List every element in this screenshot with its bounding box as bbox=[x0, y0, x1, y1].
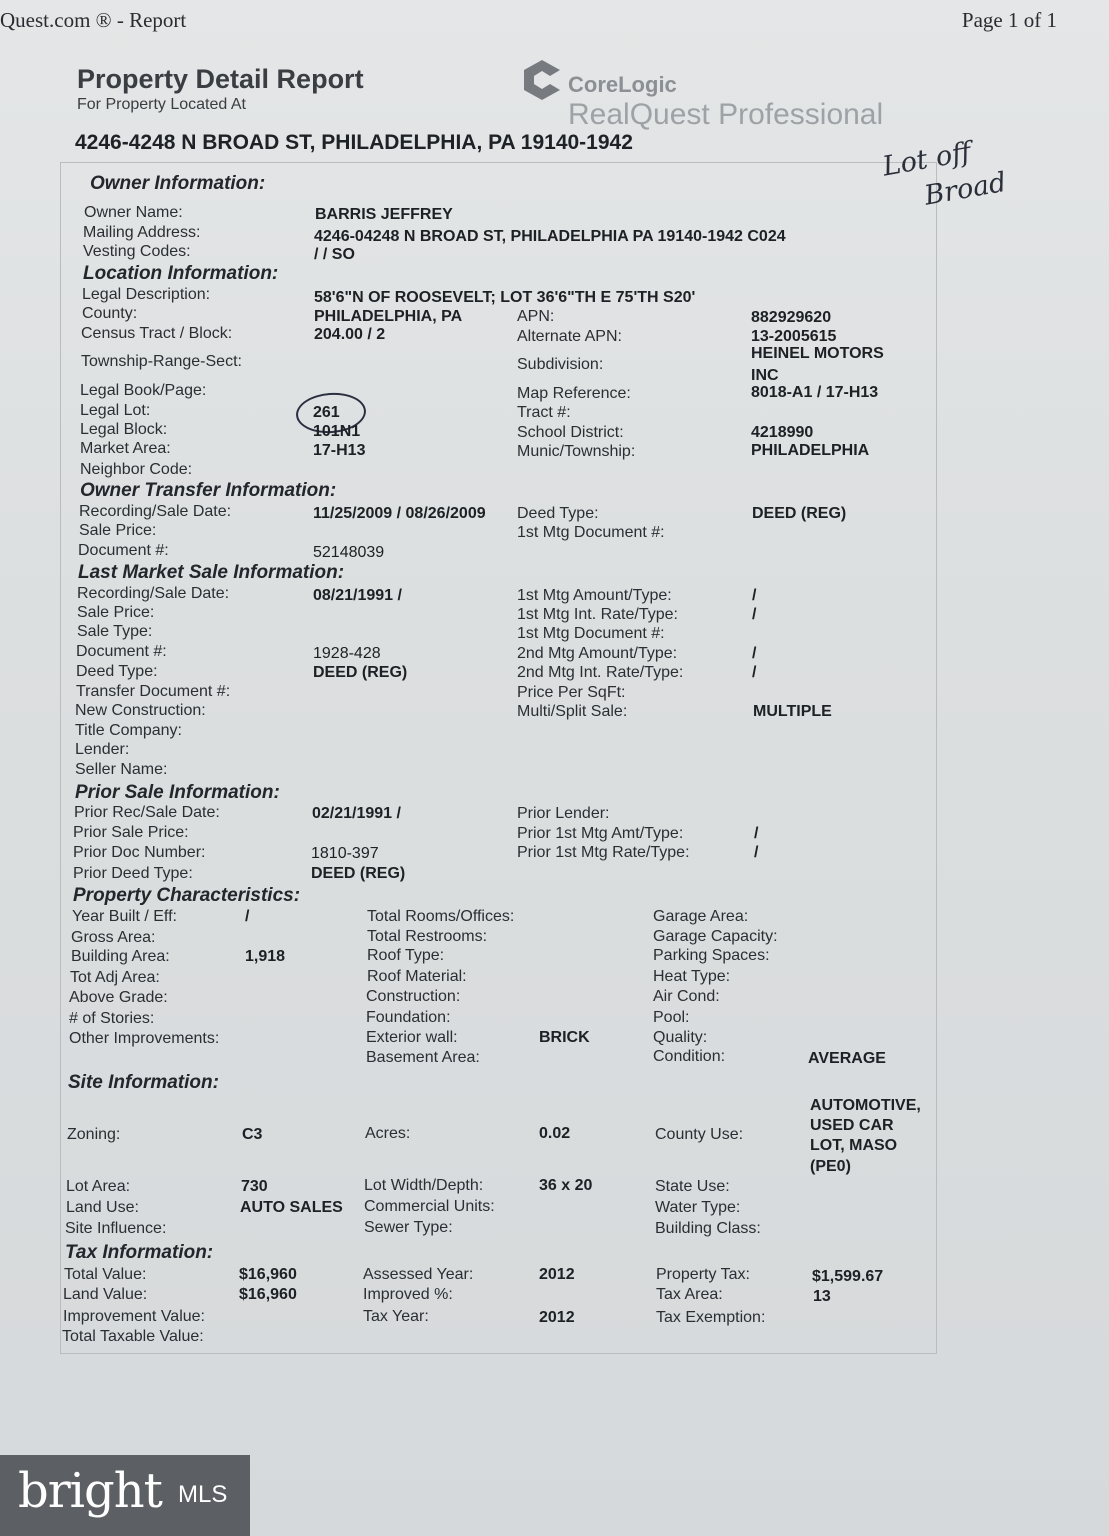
county-label: County: bbox=[82, 305, 138, 322]
prior-mtg-amt-label: Prior 1st Mtg Amt/Type: bbox=[517, 825, 684, 842]
above-grade-label: Above Grade: bbox=[69, 989, 168, 1006]
apn-label: APN: bbox=[517, 308, 555, 325]
prior-sale-price-label: Prior Sale Price: bbox=[73, 824, 189, 841]
legal-description-label: Legal Description: bbox=[82, 286, 211, 303]
sewer-type-label: Sewer Type: bbox=[364, 1219, 453, 1236]
section-location-title: Location Information: bbox=[83, 263, 279, 284]
subdivision-value-line-1: HEINEL MOTORS bbox=[751, 345, 884, 362]
construction-label: Construction: bbox=[366, 988, 461, 1005]
multi-split-value: MULTIPLE bbox=[753, 703, 832, 720]
total-taxable-value-label: Total Taxable Value: bbox=[62, 1328, 204, 1345]
school-district-label: School District: bbox=[517, 424, 624, 441]
section-transfer-title: Owner Transfer Information: bbox=[80, 480, 337, 501]
stories-label: # of Stories: bbox=[69, 1010, 155, 1027]
quality-label: Quality: bbox=[653, 1029, 708, 1046]
school-district-value: 4218990 bbox=[751, 424, 814, 441]
county-use-value-line-4: (PE0) bbox=[810, 1158, 851, 1175]
building-class-label: Building Class: bbox=[655, 1220, 761, 1237]
tax-area-value: 13 bbox=[813, 1288, 831, 1305]
year-built-value: / bbox=[245, 908, 250, 925]
transfer-doc-number-label: Transfer Document #: bbox=[76, 683, 231, 700]
vesting-codes-label: Vesting Codes: bbox=[83, 243, 191, 260]
garage-capacity-label: Garage Capacity: bbox=[653, 928, 778, 945]
commercial-units-label: Commercial Units: bbox=[364, 1198, 495, 1215]
mailing-address-label: Mailing Address: bbox=[83, 224, 201, 241]
tax-exemption-label: Tax Exemption: bbox=[656, 1309, 766, 1326]
mailing-address-value: 4246-04248 N BROAD ST, PHILADELPHIA PA 19140-1942 C024 bbox=[314, 228, 786, 245]
total-rooms-label: Total Rooms/Offices: bbox=[367, 908, 515, 925]
parking-spaces-label: Parking Spaces: bbox=[653, 947, 770, 964]
owner-name-value: BARRIS JEFFREY bbox=[315, 206, 453, 223]
site-influence-label: Site Influence: bbox=[65, 1220, 167, 1237]
property-tax-label: Property Tax: bbox=[656, 1266, 750, 1283]
zoning-value: C3 bbox=[242, 1126, 263, 1143]
multi-split-label: Multi/Split Sale: bbox=[517, 703, 628, 720]
corelogic-brand: CoreLogic bbox=[568, 72, 677, 97]
acres-label: Acres: bbox=[365, 1125, 411, 1142]
section-last-sale-title: Last Market Sale Information: bbox=[78, 562, 345, 583]
bright-mls-watermark bbox=[0, 1455, 250, 1536]
report-title: Property Detail Report bbox=[77, 64, 364, 94]
mtg2-rate-label: 2nd Mtg Int. Rate/Type: bbox=[517, 664, 684, 681]
improvement-value-label: Improvement Value: bbox=[63, 1308, 205, 1325]
property-address: 4246-4248 N BROAD ST, PHILADELPHIA, PA 19140-1942 bbox=[75, 131, 633, 154]
county-value: PHILADELPHIA, PA bbox=[314, 308, 463, 325]
exterior-wall-label: Exterior wall: bbox=[366, 1029, 458, 1046]
last-sale-recording-value: 08/21/1991 / bbox=[313, 587, 402, 604]
tax-area-label: Tax Area: bbox=[656, 1286, 723, 1303]
transfer-sale-price-label: Sale Price: bbox=[79, 522, 157, 539]
last-sale-document-label: Document #: bbox=[76, 643, 167, 660]
mtg2-amount-label: 2nd Mtg Amount/Type: bbox=[517, 645, 678, 662]
mtg1-rate-value: / bbox=[752, 606, 757, 623]
prior-mtg-amt-value: / bbox=[754, 825, 759, 842]
mtg1-document-label: 1st Mtg Document #: bbox=[517, 625, 665, 642]
prior-mtg-rate-value: / bbox=[754, 844, 759, 861]
prior-deed-type-label: Prior Deed Type: bbox=[73, 865, 193, 882]
state-use-label: State Use: bbox=[655, 1178, 730, 1195]
legal-book-page-label: Legal Book/Page: bbox=[80, 382, 207, 399]
air-cond-label: Air Cond: bbox=[653, 988, 720, 1005]
assessed-year-value: 2012 bbox=[539, 1266, 575, 1283]
page-number: Page 1 of 1 bbox=[961, 8, 1057, 32]
realquest-product: RealQuest Professional bbox=[568, 98, 884, 131]
transfer-document-value: 52148039 bbox=[313, 544, 385, 561]
last-sale-recording-label: Recording/Sale Date: bbox=[77, 585, 230, 602]
lot-area-label: Lot Area: bbox=[66, 1178, 131, 1195]
county-use-value-line-1: AUTOMOTIVE, bbox=[810, 1097, 921, 1114]
alternate-apn-value: 13-2005615 bbox=[751, 328, 837, 345]
mtg1-amount-value: / bbox=[752, 587, 757, 604]
acres-value: 0.02 bbox=[539, 1125, 571, 1142]
mtg2-rate-value: / bbox=[752, 664, 757, 681]
basement-area-label: Basement Area: bbox=[366, 1049, 480, 1066]
section-site-title: Site Information: bbox=[68, 1072, 219, 1093]
condition-label: Condition: bbox=[653, 1048, 726, 1065]
prior-rec-label: Prior Rec/Sale Date: bbox=[74, 804, 220, 821]
transfer-mtg-doc-label: 1st Mtg Document #: bbox=[517, 524, 665, 541]
land-use-label: Land Use: bbox=[66, 1199, 139, 1216]
land-value-label: Land Value: bbox=[63, 1286, 148, 1303]
assessed-year-label: Assessed Year: bbox=[363, 1266, 474, 1283]
total-value-label: Total Value: bbox=[64, 1266, 147, 1283]
lender-label: Lender: bbox=[75, 741, 130, 758]
census-tract-value: 204.00 / 2 bbox=[314, 326, 386, 343]
legal-lot-label: Legal Lot: bbox=[80, 402, 151, 419]
handwritten-note-line-2: Broad bbox=[922, 166, 1009, 212]
mtg1-rate-label: 1st Mtg Int. Rate/Type: bbox=[517, 606, 678, 623]
handwritten-note-line-1: Lot off bbox=[880, 136, 974, 183]
mtg1-amount-label: 1st Mtg Amount/Type: bbox=[517, 587, 672, 604]
map-reference-value: 8018-A1 / 17-H13 bbox=[751, 384, 879, 401]
other-improvements-label: Other Improvements: bbox=[69, 1030, 220, 1047]
condition-value: AVERAGE bbox=[808, 1050, 886, 1067]
heat-type-label: Heat Type: bbox=[653, 968, 731, 985]
market-area-value: 17-H13 bbox=[313, 442, 366, 459]
price-per-sqft-label: Price Per SqFt: bbox=[517, 684, 626, 701]
transfer-recording-label: Recording/Sale Date: bbox=[79, 503, 232, 520]
transfer-deed-type-label: Deed Type: bbox=[517, 505, 599, 522]
county-use-value-line-2: USED CAR bbox=[810, 1117, 894, 1134]
water-type-label: Water Type: bbox=[655, 1199, 741, 1216]
prior-doc-number-label: Prior Doc Number: bbox=[73, 844, 206, 861]
year-built-label: Year Built / Eff: bbox=[72, 908, 177, 925]
tax-year-value: 2012 bbox=[539, 1309, 575, 1326]
legal-block-value: 101N1 bbox=[313, 423, 361, 440]
land-use-value: AUTO SALES bbox=[240, 1199, 343, 1216]
new-construction-label: New Construction: bbox=[75, 702, 206, 719]
corelogic-mark-icon bbox=[520, 58, 564, 102]
munic-township-value: PHILADELPHIA bbox=[751, 442, 870, 459]
tot-adj-area-label: Tot Adj Area: bbox=[70, 969, 160, 986]
sale-type-label: Sale Type: bbox=[77, 623, 153, 640]
building-area-label: Building Area: bbox=[71, 948, 170, 965]
section-characteristics-title: Property Characteristics: bbox=[73, 885, 301, 906]
land-value-value: $16,960 bbox=[239, 1286, 297, 1303]
subdivision-label: Subdivision: bbox=[517, 356, 604, 373]
mtg2-amount-value: / bbox=[752, 645, 757, 662]
title-company-label: Title Company: bbox=[75, 722, 182, 739]
map-reference-label: Map Reference: bbox=[517, 385, 631, 402]
legal-lot-value: 261 bbox=[313, 404, 340, 421]
legal-description-value: 58'6"N OF ROOSEVELT; LOT 36'6"TH E 75'TH S20' bbox=[314, 289, 696, 306]
section-tax-title: Tax Information: bbox=[65, 1242, 214, 1263]
census-tract-label: Census Tract / Block: bbox=[81, 325, 233, 342]
last-sale-deed-value: DEED (REG) bbox=[313, 664, 408, 681]
page-source-header: Quest.com ® - Report bbox=[0, 8, 187, 32]
tract-label: Tract #: bbox=[517, 404, 571, 421]
subdivision-value-line-2: INC bbox=[751, 367, 779, 384]
bright-mls-brand: bright bbox=[18, 1463, 162, 1519]
gross-area-label: Gross Area: bbox=[71, 929, 156, 946]
transfer-recording-value: 11/25/2009 / 08/26/2009 bbox=[313, 505, 486, 522]
zoning-label: Zoning: bbox=[67, 1126, 121, 1143]
building-area-value: 1,918 bbox=[245, 948, 286, 965]
foundation-label: Foundation: bbox=[366, 1009, 451, 1026]
lot-width-depth-value: 36 x 20 bbox=[539, 1177, 593, 1194]
neighbor-code-label: Neighbor Code: bbox=[80, 461, 193, 478]
apn-value: 882929620 bbox=[751, 309, 832, 326]
transfer-document-label: Document #: bbox=[78, 542, 169, 559]
handwritten-note bbox=[880, 129, 1009, 220]
last-sale-price-label: Sale Price: bbox=[77, 604, 155, 621]
tax-year-label: Tax Year: bbox=[363, 1308, 429, 1325]
last-sale-document-value: 1928-428 bbox=[313, 645, 381, 662]
transfer-deed-type-value: DEED (REG) bbox=[752, 505, 847, 522]
county-use-value-line-3: LOT, MASO bbox=[810, 1137, 898, 1154]
improved-percent-label: Improved %: bbox=[363, 1286, 453, 1303]
pool-label: Pool: bbox=[653, 1009, 690, 1026]
report-subtitle: For Property Located At bbox=[77, 96, 246, 113]
exterior-wall-value: BRICK bbox=[539, 1029, 590, 1046]
munic-township-label: Munic/Township: bbox=[517, 443, 636, 460]
owner-name-label: Owner Name: bbox=[84, 204, 183, 221]
prior-deed-type-value: DEED (REG) bbox=[311, 865, 406, 882]
vesting-codes-value: / / SO bbox=[314, 246, 355, 263]
roof-material-label: Roof Material: bbox=[367, 968, 467, 985]
alternate-apn-label: Alternate APN: bbox=[517, 328, 622, 345]
section-owner-title: Owner Information: bbox=[90, 173, 266, 194]
bright-mls-suffix: MLS bbox=[178, 1481, 228, 1508]
prior-doc-number-value: 1810-397 bbox=[311, 845, 379, 862]
prior-mtg-rate-label: Prior 1st Mtg Rate/Type: bbox=[517, 844, 690, 861]
garage-area-label: Garage Area: bbox=[653, 908, 749, 925]
market-area-label: Market Area: bbox=[80, 440, 171, 457]
roof-type-label: Roof Type: bbox=[367, 947, 445, 964]
county-use-label: County Use: bbox=[655, 1126, 744, 1143]
last-sale-deed-label: Deed Type: bbox=[76, 663, 158, 680]
lot-area-value: 730 bbox=[241, 1178, 268, 1195]
legal-block-label: Legal Block: bbox=[80, 421, 168, 438]
section-prior-sale-title: Prior Sale Information: bbox=[75, 782, 280, 803]
prior-lender-label: Prior Lender: bbox=[517, 805, 610, 822]
total-value-value: $16,960 bbox=[239, 1266, 297, 1283]
township-range-label: Township-Range-Sect: bbox=[81, 353, 242, 370]
prior-rec-value: 02/21/1991 / bbox=[312, 805, 401, 822]
property-tax-value: $1,599.67 bbox=[812, 1268, 884, 1285]
total-restrooms-label: Total Restrooms: bbox=[367, 928, 488, 945]
lot-width-depth-label: Lot Width/Depth: bbox=[364, 1177, 484, 1194]
seller-name-label: Seller Name: bbox=[75, 761, 168, 778]
